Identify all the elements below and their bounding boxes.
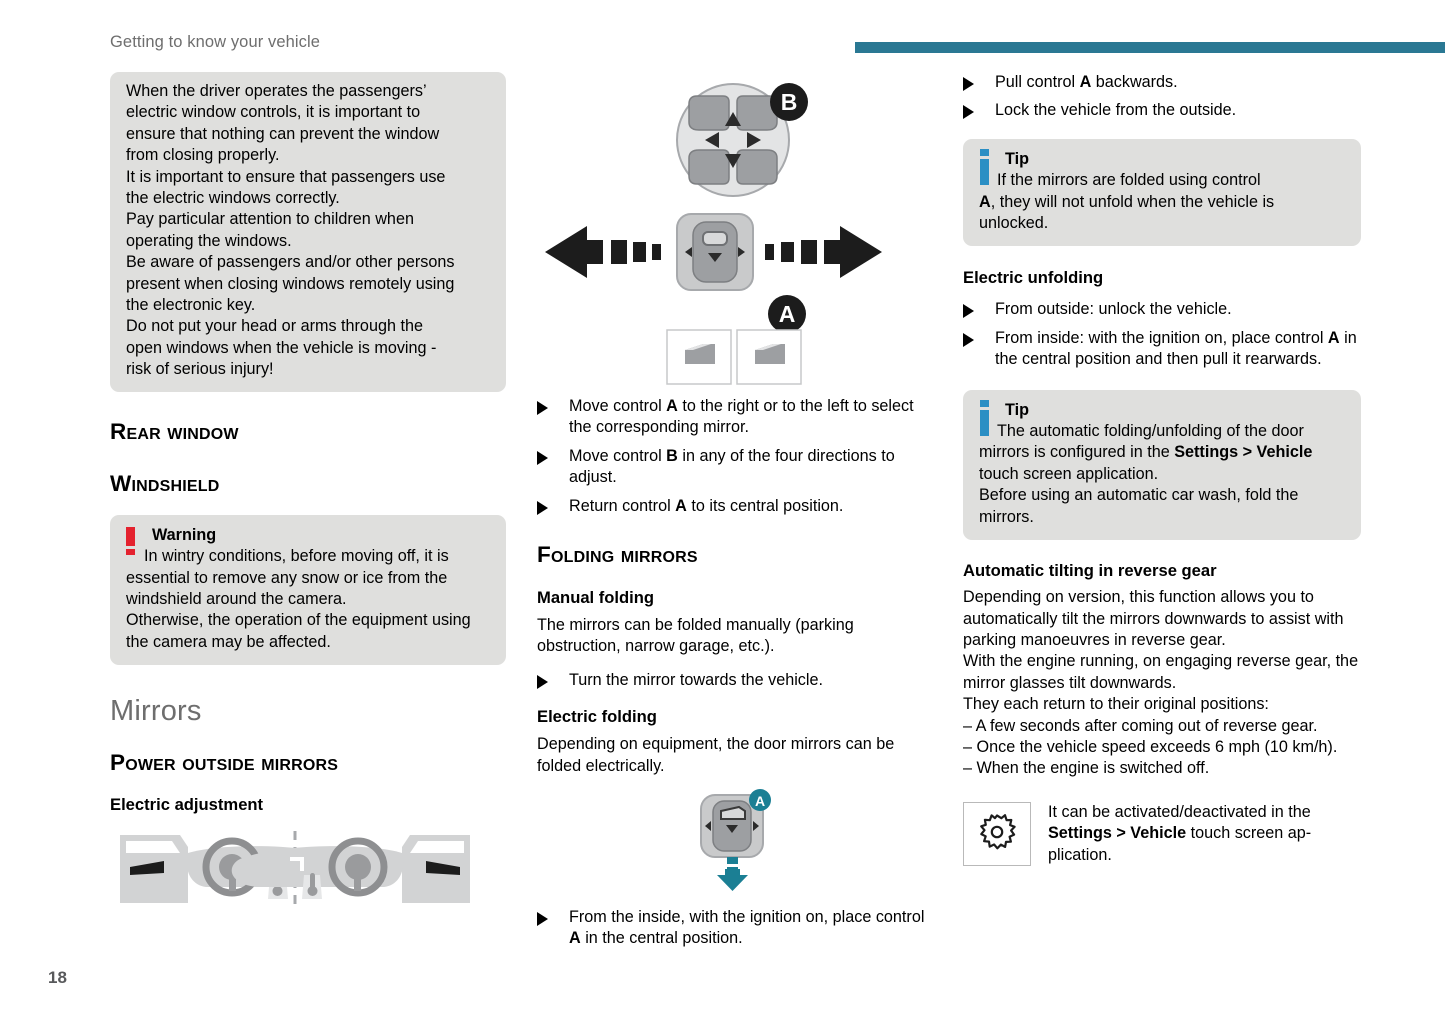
tip-text-config	[979, 421, 1345, 485]
bullet-text-bold: A	[1079, 73, 1092, 91]
window-warning-line: Pay particular attention to children when	[126, 210, 414, 229]
middle-column	[537, 72, 932, 950]
svg-text:B: B	[780, 89, 798, 115]
heading-electric-unfolding: Electric unfolding	[963, 268, 1104, 288]
gear-note-text	[1048, 802, 1361, 866]
electric-folding-figure	[537, 785, 932, 895]
tip-icon	[980, 400, 989, 436]
bullet-lock-vehicle	[963, 100, 1361, 121]
tip-text-part1: The automatic folding/unfolding of the door mirrors is configured in the	[979, 422, 1304, 462]
heading-rear-window: Rear window	[110, 418, 239, 444]
window-warning-line: the electric windows correctly.	[126, 189, 340, 208]
bullet-text-pre: From inside: with the ignition on, place control	[995, 328, 1328, 347]
auto-tilt-para-2: With the engine running, on engaging reverse gear, the mirror glasses tilt downwards.	[963, 652, 1359, 692]
gear-icon	[974, 811, 1020, 857]
auto-tilt-dash-3: – When the engine is switched off.	[963, 759, 1210, 778]
svg-text:A: A	[754, 793, 765, 810]
heading-folding-mirrors: Folding mirrors	[537, 542, 698, 568]
warning-text-second: Otherwise, the operation of the equipment using the camera may be affected.	[126, 611, 471, 651]
bullet-from-inside-unfold	[963, 328, 1361, 371]
triangle-bullet-icon	[963, 304, 974, 318]
gear-icon-frame	[963, 802, 1031, 866]
window-warning-line: It is important to ensure that passengers use	[126, 167, 446, 186]
heading-manual-folding: Manual folding	[537, 588, 655, 608]
header-rule	[855, 42, 1445, 53]
gear-note-part1: It can be activated/deactivated in the	[1048, 802, 1311, 821]
bullet-text: Lock the vehicle from the outside.	[995, 101, 1237, 120]
bullet-return-control-a	[537, 496, 932, 517]
gear-note-bold: Settings > Vehicle	[1048, 824, 1187, 843]
tip-icon	[980, 149, 989, 185]
heading-electric-folding: Electric folding	[537, 707, 657, 727]
window-warning-line: the electronic key.	[126, 296, 256, 315]
tip-text-line1: If the mirrors are folded using control	[997, 171, 1261, 190]
window-warning-line: Be aware of passengers and/or other persons	[126, 253, 455, 272]
bullet-text-pre: Move control	[569, 397, 667, 415]
tip-text-rest: , they will not unfold when the vehicle is unlocked.	[979, 192, 1275, 233]
window-warning-line: risk of serious injury!	[126, 360, 274, 379]
tip-text-carwash: Before using an automatic car wash, fold the mirrors.	[979, 486, 1299, 526]
settings-gear-note	[963, 802, 1361, 866]
label-a-badge	[768, 295, 806, 333]
bullet-text-bold: A	[569, 929, 581, 948]
mirror-adjustment-figure	[110, 829, 510, 911]
label-b-badge	[770, 83, 808, 121]
bullet-text-post: in the central position and then pull it rearwards.	[995, 328, 1357, 369]
triangle-bullet-icon	[537, 675, 548, 689]
running-head: Getting to know your vehicle	[110, 33, 321, 51]
bullet-text: From outside: unlock the vehicle.	[995, 300, 1232, 319]
triangle-bullet-icon	[537, 401, 548, 415]
bullet-move-control-b	[537, 446, 932, 489]
bullet-text-post: to the right or to the left to select the corresponding mirror.	[569, 397, 914, 437]
tip-text-part2: touch screen application.	[979, 464, 1159, 483]
bullet-from-inside-ignition	[537, 907, 932, 950]
bullet-text-pre: From the inside, with the ignition on, place control	[569, 908, 925, 927]
svg-text:A: A	[778, 301, 796, 327]
heading-mirrors: Mirrors	[110, 695, 202, 728]
tip-notice-folded-mirrors	[963, 139, 1361, 247]
bullet-turn-mirror	[537, 670, 932, 691]
manual-folding-text: The mirrors can be folded manually (parking obstruction, narrow garage, etc.).	[537, 616, 854, 656]
bullet-text-bold: B	[666, 446, 678, 465]
triangle-bullet-icon	[537, 501, 548, 515]
bullet-text-bold: A	[666, 397, 678, 415]
triangle-bullet-icon	[963, 77, 974, 91]
triangle-bullet-icon	[537, 451, 548, 465]
bullet-text-post: in any of the four directions to adjust.	[569, 446, 895, 487]
page-number: 18	[48, 968, 67, 987]
bullet-text-pre: Move control	[569, 446, 667, 465]
tip-label: Tip	[1005, 400, 1029, 419]
triangle-bullet-icon	[963, 333, 974, 347]
bullet-text-post: to its central position.	[686, 496, 844, 515]
heading-electric-adjustment: Electric adjustment	[110, 795, 264, 815]
window-warning-line: When the driver operates the passengers’	[126, 82, 427, 100]
bullet-text-bold: A	[1327, 328, 1340, 347]
warning-text-first: In wintry conditions, before moving off, it is essential to remove any snow or ice from the windshield around the camera.	[126, 547, 449, 608]
window-warning-line: electric window controls, it is important to	[126, 103, 421, 122]
auto-tilt-para-1: Depending on version, this function allows you to automatically tilt the mirrors downwards to assist with parking manoeuvres in reverse gear.	[963, 588, 1344, 649]
bullet-from-outside-unlock	[963, 299, 1361, 320]
triangle-bullet-icon	[963, 105, 974, 119]
bullet-text: Turn the mirror towards the vehicle.	[569, 670, 823, 689]
auto-tilt-para-3: They each return to their original positions:	[963, 695, 1269, 714]
window-warning-line: open windows when the vehicle is moving -	[126, 338, 437, 357]
left-column	[110, 72, 510, 911]
bullet-pull-control-a	[963, 72, 1361, 93]
window-warning-line: Do not put your head or arms through the	[126, 317, 423, 336]
tip-notice-auto-folding-config	[963, 390, 1361, 540]
window-warning-line: ensure that nothing can prevent the window	[126, 124, 440, 143]
heading-windshield: Windshield	[110, 470, 220, 496]
auto-tilt-dash-2: – Once the vehicle speed exceeds 6 mph (10 km/h).	[963, 737, 1338, 756]
right-column	[963, 72, 1361, 866]
bullet-text-pre: Return control	[569, 496, 676, 515]
tip-label: Tip	[1005, 149, 1029, 168]
warning-icon	[126, 527, 135, 555]
warning-label: Warning	[152, 525, 217, 544]
electric-folding-text: Depending on equipment, the door mirrors can be folded electrically.	[537, 735, 895, 775]
heading-power-outside-mirrors: Power outside mirrors	[110, 750, 339, 776]
gear-note-part2: touch screen ap-plication.	[1048, 824, 1312, 864]
windshield-warning-notice	[110, 515, 506, 665]
bullet-text-bold: A	[675, 496, 687, 515]
bullet-move-control-a	[537, 396, 932, 439]
window-warning-box	[110, 72, 506, 392]
mirror-control-figure	[537, 72, 932, 392]
window-warning-line: present when closing windows remotely using	[126, 274, 455, 293]
tip-text-bold-settings: Settings > Vehicle	[1174, 443, 1313, 462]
heading-automatic-tilting: Automatic tilting in reverse gear	[963, 561, 1217, 581]
bullet-text-pre: Pull control	[995, 73, 1080, 91]
auto-tilt-dash-1: – A few seconds after coming out of reverse gear.	[963, 716, 1318, 735]
window-warning-line: from closing properly.	[126, 146, 280, 165]
triangle-bullet-icon	[537, 912, 548, 926]
window-warning-line: operating the windows.	[126, 231, 292, 250]
mirror-control-bullets	[537, 396, 932, 517]
bullet-text-post: backwards.	[1091, 73, 1178, 91]
tip-text-line2	[979, 192, 1345, 235]
bullet-text-post: in the central position.	[580, 929, 743, 948]
tip-text-bold: A	[979, 192, 991, 211]
